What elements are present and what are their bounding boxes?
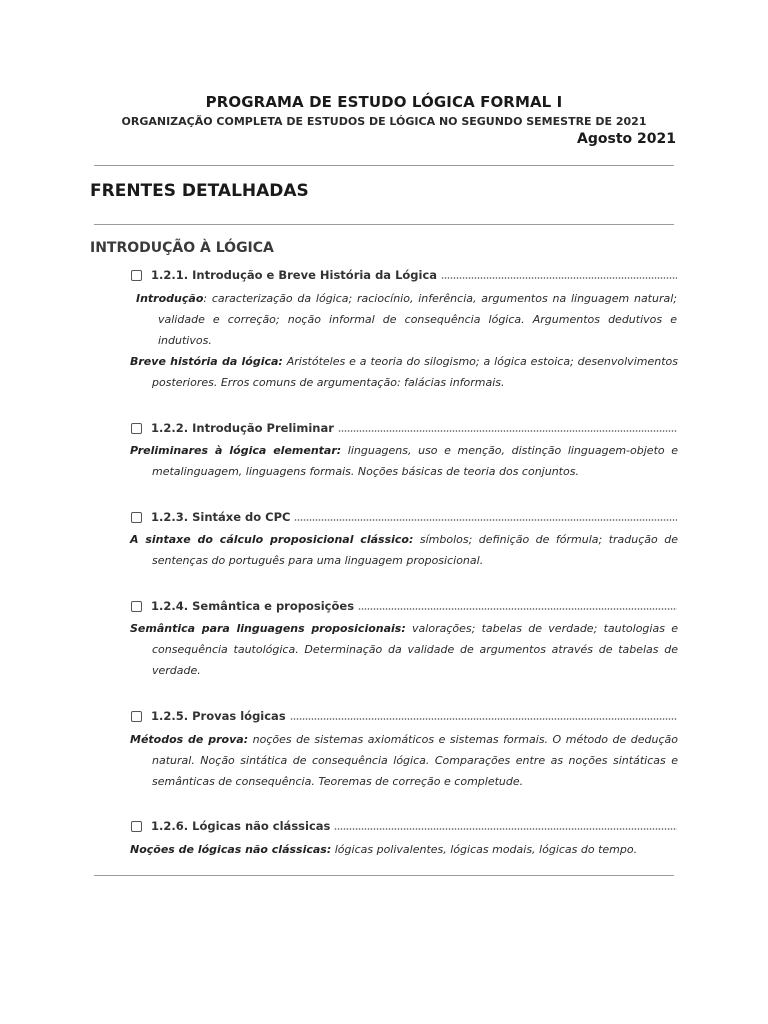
topic-title: 1.2.3. Sintáxe do CPC [151,510,291,524]
topic-description [130,351,678,393]
document-date: Agosto 2021 [577,131,676,147]
topic-header [131,818,677,834]
description-text: linguagens, uso e menção, distinção linguagem-objeto e metalinguagem, linguagens formais. Noções básicas de teoria dos conjuntos. [152,444,678,478]
dot-leader [334,828,677,830]
topic-header [131,509,677,525]
topic-header [131,420,677,436]
description-term: Métodos de prova: [130,733,249,746]
document-subtitle: ORGANIZAÇÃO COMPLETA DE ESTUDOS DE LÓGICA NO SEGUNDO SEMESTRE DE 2021 [121,115,647,128]
topic-title: 1.2.6. Lógicas não clássicas [151,819,331,833]
dot-leader [441,277,677,279]
topic-title: 1.2.4. Semântica e proposições [151,599,355,613]
divider-bottom [94,875,674,876]
topic-description [130,529,678,571]
topic-description [136,288,677,351]
dot-leader [290,718,677,720]
section-title: FRENTES DETALHADAS [90,181,309,201]
topic-checkbox[interactable] [131,601,142,612]
topic-title: 1.2.1. Introdução e Breve História da Lógica [151,268,438,282]
description-text: símbolos; definição de fórmula; tradução de sentenças do português para uma linguagem proposicional. [152,533,679,567]
topic-checkbox[interactable] [131,512,142,523]
description-term: Breve história da lógica: [130,355,283,368]
description-text: lógicas polivalentes, lógicas modais, lógicas do tempo. [331,843,638,856]
divider-top [94,165,674,166]
topic-checkbox[interactable] [131,423,142,434]
description-text: : caracterização da lógica; raciocínio, inferência, argumentos na linguagem natural; validade e correção; noção informal de consequência lógica. Argumentos dedutivos e indutivos. [158,292,677,347]
description-term: Semântica para linguagens proposicionais: [130,622,406,635]
topic-title: 1.2.2. Introdução Preliminar [151,421,334,435]
dot-leader [338,430,677,432]
divider-section [94,224,674,225]
description-term: A sintaxe do cálculo proposicional clássico: [130,533,414,546]
topic-checkbox[interactable] [131,821,142,832]
topic-header [131,267,677,283]
topic-title: 1.2.5. Provas lógicas [151,709,286,723]
subsection-title: INTRODUÇÃO À LÓGICA [90,240,274,256]
description-term: Noções de lógicas não clássicas: [130,843,332,856]
description-term: Introdução [136,292,204,305]
topic-checkbox[interactable] [131,270,142,281]
dot-leader [294,519,677,521]
topic-header [131,598,677,614]
topic-description [130,839,678,860]
topic-description [130,440,678,482]
description-term: Preliminares à lógica elementar: [130,444,342,457]
description-text: Aristóteles e a teoria do silogismo; a lógica estoica; desenvolvimentos posteriores. Erros comuns de argumentação: falácias informais. [152,355,678,389]
topic-checkbox[interactable] [131,711,142,722]
topic-description [130,729,678,792]
dot-leader [358,608,677,610]
topic-description [130,618,678,681]
description-text: valorações; tabelas de verdade; tautologias e consequência tautológica. Determinação da validade de argumentos através de tabelas de verdade. [152,622,678,677]
topic-header [131,708,677,724]
document-title: PROGRAMA DE ESTUDO LÓGICA FORMAL I [205,93,563,111]
description-text: noções de sistemas axiomáticos e sistemas formais. O método de dedução natural. Noção sintática de consequência lógica. Comparações entre as noções sintáticas e semânticas de consequência. Teoremas de correção e completude. [152,733,678,788]
